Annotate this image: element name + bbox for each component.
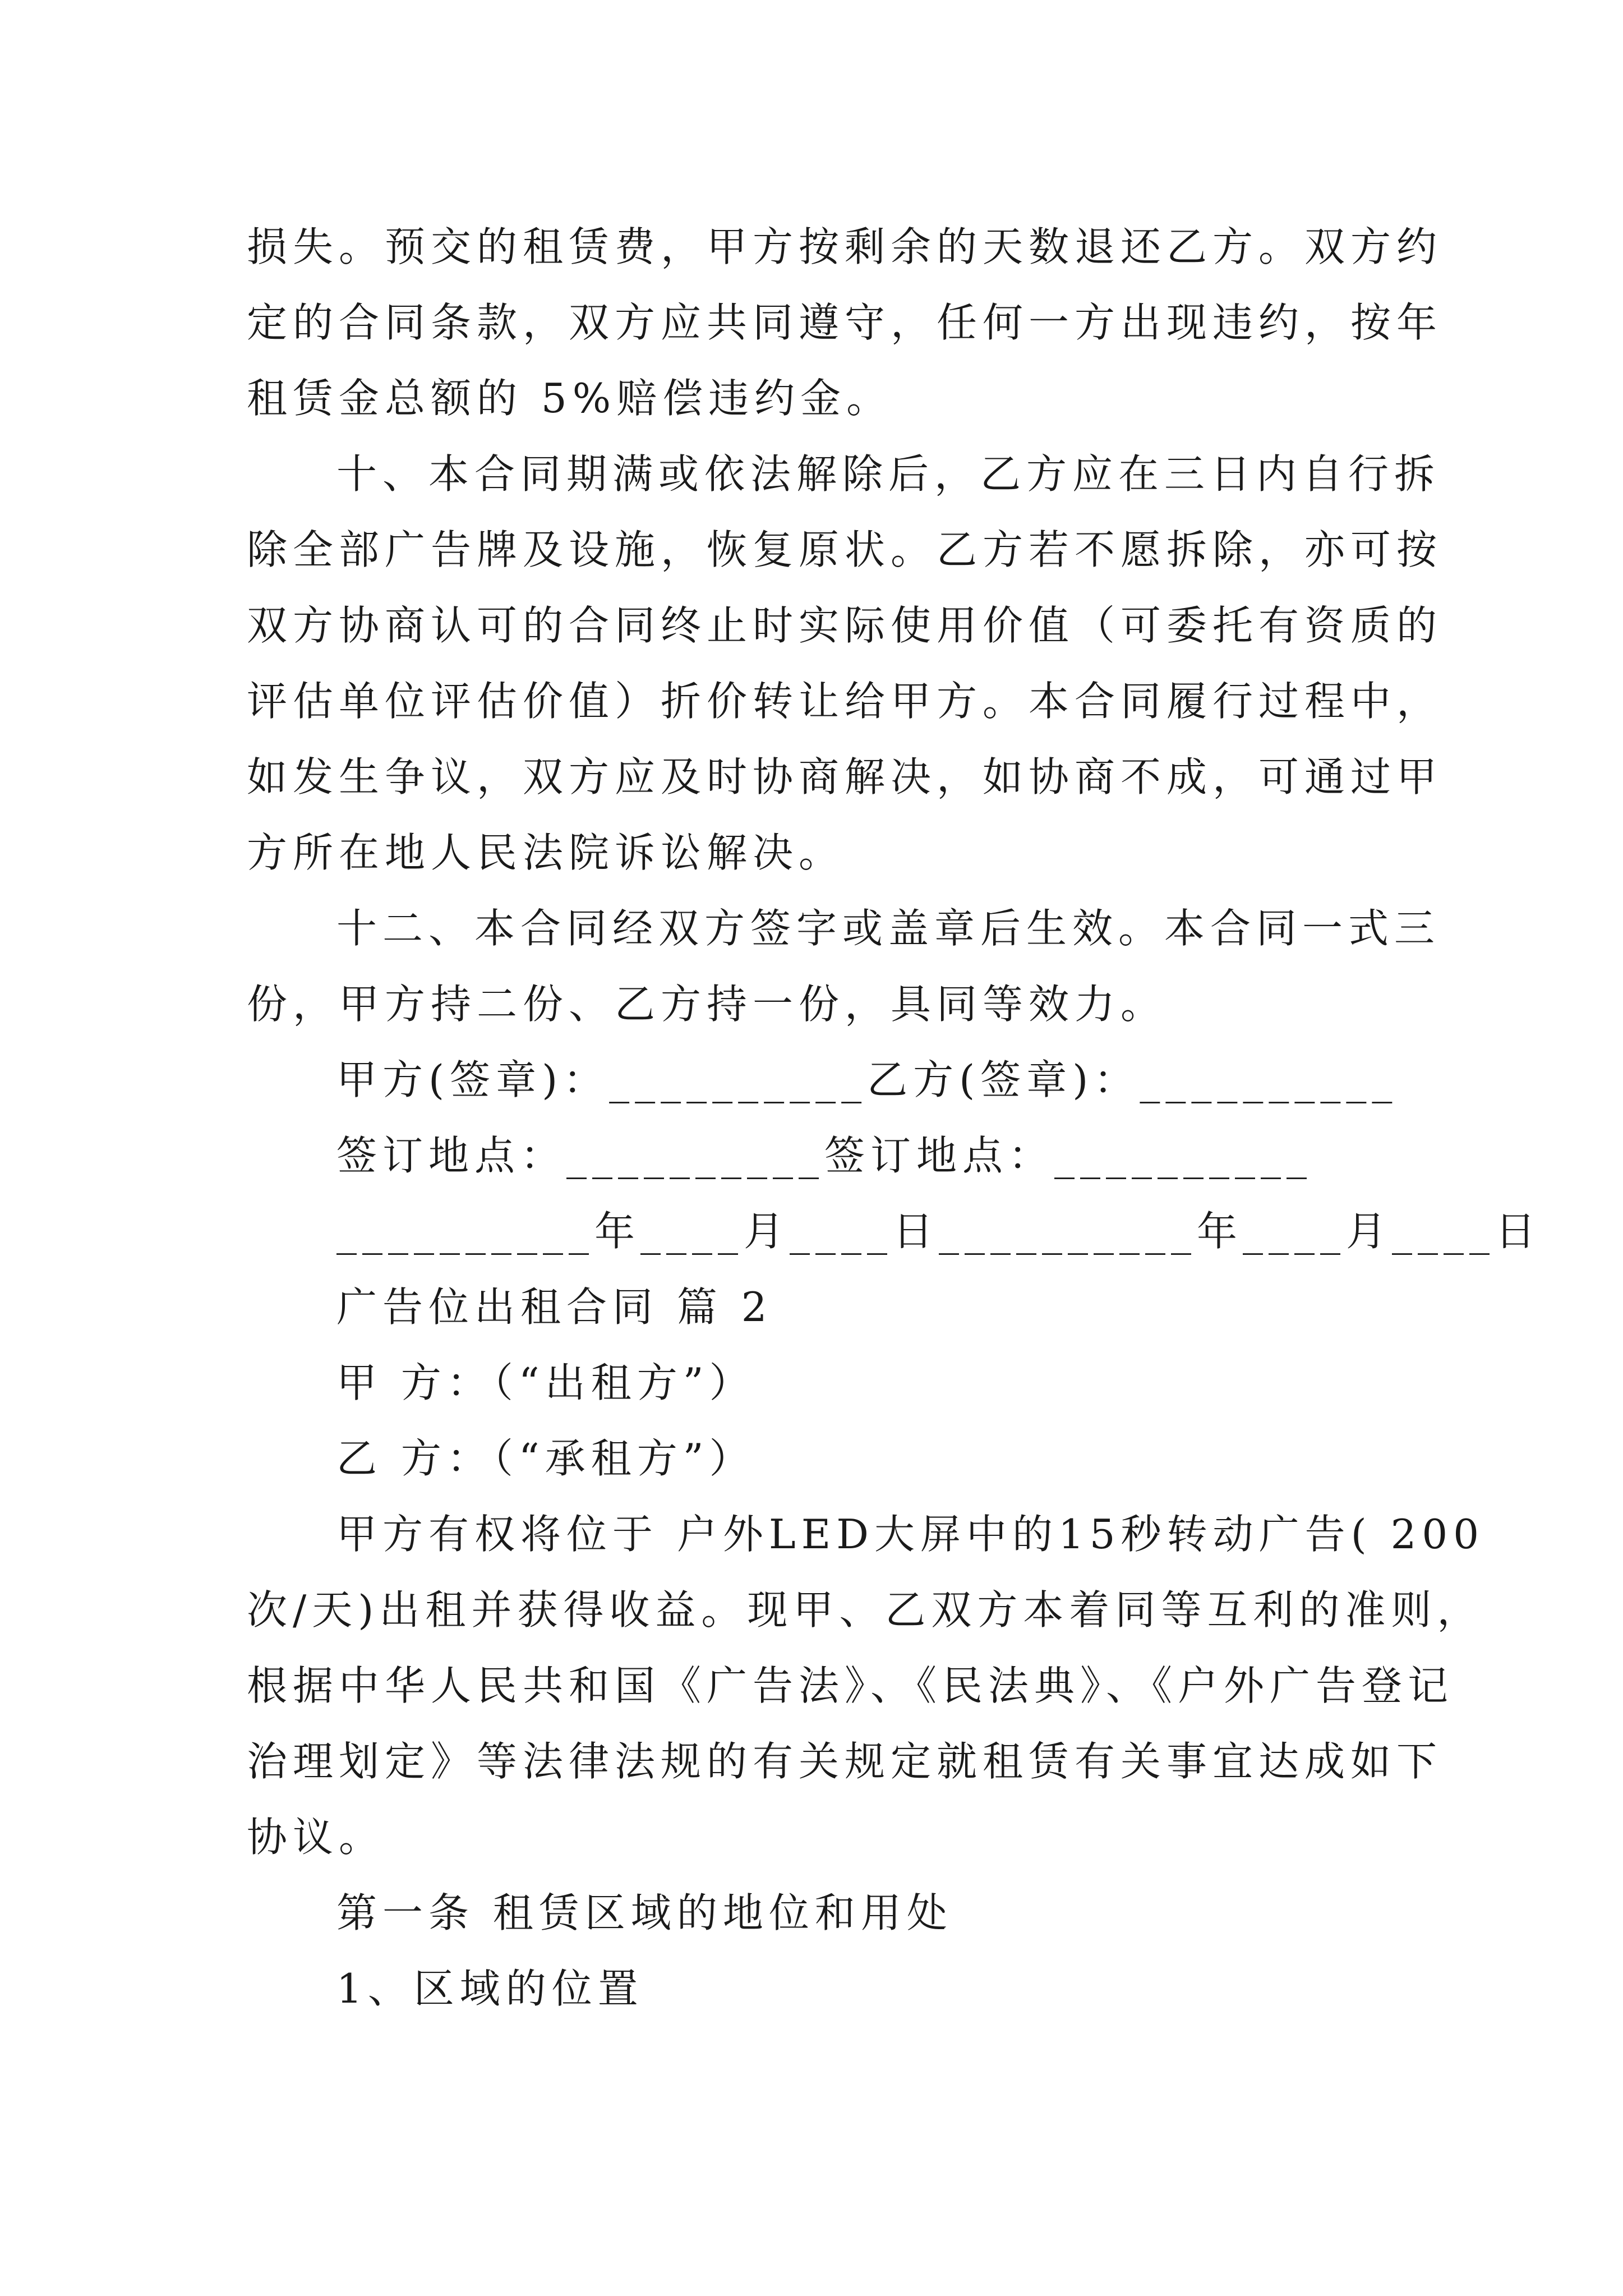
party-b-line: 乙 方：（“承租方”）	[336, 1435, 755, 1482]
party-a-line: 甲 方：（“出租方”）	[336, 1359, 755, 1406]
text-line-22: 协议。	[247, 1814, 385, 1861]
text-line-21: 治理划定》等法律法规的有关规定就租赁有关事宜达成如下	[247, 1738, 1443, 1785]
text-line-8: 如发生争议，双方应及时协商解决，如协商不成，可通过甲	[247, 753, 1443, 800]
text-line-1: 损失。预交的租赁费，甲方按剩余的天数退还乙方。双方约	[247, 223, 1443, 270]
text-line-11: 份，甲方持二份、乙方持一份，具同等效力。	[247, 981, 1167, 1028]
clause-ten-start: 十、本合同期满或依法解除后，乙方应在三日内自行拆	[336, 450, 1441, 498]
text-line-6: 双方协商认可的合同终止时实际使用价值（可委托有资质的	[247, 602, 1443, 649]
text-line-3: 租赁金总额的 5%赔偿违约金。	[247, 375, 893, 422]
text-line-7: 评估单位评估价值）折价转让给甲方。本合同履行过程中，	[247, 678, 1443, 725]
clause-twelve-start: 十二、本合同经双方签字或盖章后生效。本合同一式三	[336, 905, 1441, 952]
text-line-19: 次/天)出租并获得收益。现甲、乙双方本着同等互利的准则，	[247, 1586, 1483, 1634]
signature-line: 甲方(签章)：__________乙方(签章)：__________	[336, 1056, 1398, 1103]
intro-paragraph-start: 甲方有权将位于 户外LED大屏中的15秒转动广告( 200	[336, 1511, 1485, 1558]
section-heading: 广告位出租合同 篇 2	[336, 1283, 773, 1331]
date-line: __________年____月____日__________年____月____日	[336, 1208, 1541, 1255]
text-line-5: 除全部广告牌及设施，恢复原状。乙方若不愿拆除，亦可按	[247, 526, 1443, 573]
article-one-heading: 第一条 租赁区域的地位和用处	[336, 1889, 953, 1936]
text-line-20: 根据中华人民共和国《广告法》、《民法典》、《户外广告登记	[247, 1662, 1454, 1709]
article-one-item-1: 1、区域的位置	[336, 1965, 644, 2012]
text-line-2: 定的合同条款，双方应共同遵守，任何一方出现违约，按年	[247, 299, 1443, 346]
signing-place-line: 签订地点：__________签订地点：__________	[336, 1132, 1313, 1179]
text-line-9: 方所在地人民法院诉讼解决。	[247, 829, 845, 876]
